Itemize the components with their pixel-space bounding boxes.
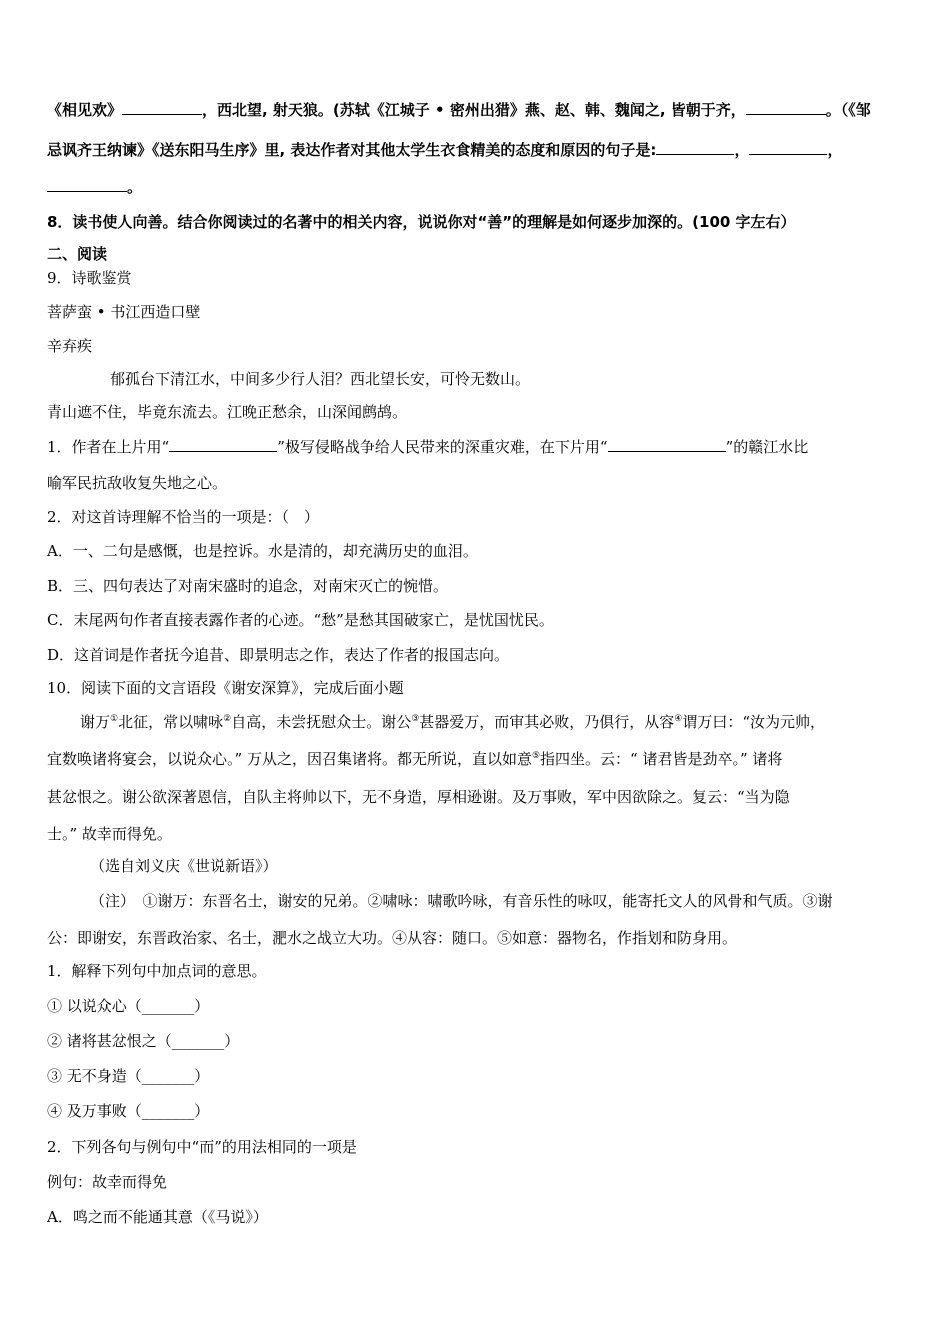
passage-text: 谓万曰：“汝为元帅，: [682, 713, 826, 731]
passage-text: 指四坐。云：“ 诸君皆是劲卒。” 诸将: [540, 750, 783, 768]
passage-text: 宜数唤诸将宴会，以说众心。” 万从之，因召集诸将。都无所说，直以如意: [47, 750, 532, 768]
answer-blank[interactable]: [749, 140, 827, 155]
footnote-mark: ⑤: [531, 751, 541, 761]
q10-heading: 10．阅读下面的文言语段《谢安深算》，完成后面小题: [47, 679, 404, 697]
q10-sub-2: 2．下列各句与例句中“而”的用法相同的一项是: [47, 1138, 357, 1156]
option-c[interactable]: C．末尾两句作者直接表露作者的心迹。“愁”是愁其国破家亡，是忧国忧民。: [47, 611, 554, 629]
passage-line-4: 士。” 故幸而得免。: [47, 825, 172, 843]
passage-text: 谢万: [80, 713, 111, 731]
example-sentence: 例句：故幸而得免: [47, 1173, 168, 1191]
q7-line-2: [47, 140, 842, 160]
answer-blank[interactable]: [656, 140, 734, 155]
q7-text: ，: [827, 141, 843, 159]
passage-source: （选自刘义庆《世说新语》）: [90, 857, 278, 875]
answer-blank[interactable]: [47, 177, 127, 192]
passage-text: 北征，常以啸咏: [118, 713, 224, 731]
q10-sub-1: 1．解释下列句中加点词的意思。: [47, 962, 267, 980]
q7-text: 。: [127, 178, 143, 196]
answer-blank[interactable]: [169, 437, 277, 452]
sub-item-2[interactable]: ② 诸将甚忿恨之（_______）: [47, 1032, 240, 1050]
q9-sub-1-line-2: 喻军民抗敌收复失地之心。: [47, 474, 228, 492]
q7-text: 《相见欢》: [47, 101, 123, 119]
q7-line-3: [47, 177, 142, 197]
option-a[interactable]: A．鸣之而不能通其意（《马说》）: [47, 1208, 268, 1226]
question-8: 8．读书使人向善。结合你阅读过的名著中的相关内容，说说你对“善”的理解是如何逐步加深的。(100 字左右）: [47, 213, 796, 231]
passage-line-2: [47, 749, 782, 769]
footnote-mark: ④: [674, 714, 683, 724]
footnote-mark: ①: [110, 714, 119, 724]
option-b[interactable]: B．三、四句表达了对南宋盛时的追念，对南宋灭亡的惋惜。: [47, 577, 449, 595]
q7-text: ，: [734, 141, 750, 159]
poem-line-1: 郁孤台下清江水，中间多少行人泪？西北望长安，可怜无数山。: [110, 370, 531, 388]
option-d[interactable]: D．这首词是作者抚今追昔、即景明志之作，表达了作者的报国志向。: [47, 646, 510, 664]
answer-blank[interactable]: [122, 100, 202, 115]
notes-line-2: 公：即谢安，东晋政治家、名士，淝水之战立大功。④从容：随口。⑤如意：器物名，作指划和防身用。: [47, 929, 738, 947]
poem-title: 菩萨蛮 • 书江西造口壁: [47, 303, 201, 321]
answer-blank[interactable]: [608, 437, 726, 452]
q7-line-1: [47, 100, 871, 120]
footnote-mark: ③: [411, 714, 420, 724]
answer-blank[interactable]: [746, 100, 826, 115]
sub-item-4[interactable]: ④ 及万事败（_______）: [47, 1102, 210, 1120]
q7-text: ，西北望, 射天狼。(苏轼《江城子 • 密州出猎》燕、赵、韩、魏闻之, 皆朝于齐，: [202, 101, 746, 119]
q9-heading: 9．诗歌鉴赏: [47, 269, 132, 287]
q9-sub-2: 2．对这首诗理解不恰当的一项是：（ ）: [47, 508, 320, 526]
sub-item-3[interactable]: ③ 无不身造（_______）: [47, 1067, 210, 1085]
passage-text: 自高，未尝抚慰众士。谢公: [231, 713, 412, 731]
q9-sub-1-text: ”的赣江水比: [725, 438, 809, 456]
q7-text: 。（《邹: [825, 101, 871, 119]
q9-sub-1-text: ”极写侵略战争给人民带来的深重灾难，在下片用“: [277, 438, 608, 456]
passage-text: 甚器爱万，而审其必败，乃俱行，从容: [419, 713, 675, 731]
section-title: 二、阅读: [47, 245, 108, 263]
passage-line-1: [80, 712, 825, 732]
q9-sub-1-text: 1．作者在上片用“: [47, 438, 170, 456]
q9-sub-1: [47, 437, 808, 457]
passage-line-3: 甚忿恨之。谢公欲深著恩信，自队主将帅以下，无不身造，厚相逊谢。及万事败，军中因欲除之。复云：“当为隐: [47, 788, 790, 806]
q7-text: 忌讽齐王纳谏》《送东阳马生序》里, 表达作者对其他太学生衣食精美的态度和原因的句子是:: [47, 141, 657, 159]
option-a[interactable]: A．一、二句是感慨，也是控诉。水是清的，却充满历史的血泪。: [47, 542, 478, 560]
sub-item-1[interactable]: ① 以说众心（_______）: [47, 997, 210, 1015]
footnote-mark: ②: [223, 714, 232, 724]
notes-line-1: （注） ①谢万：东晋名士，谢安的兄弟。②啸咏：啸歌吟咏，有音乐性的咏叹，能寄托文人的风骨和气质。③谢: [90, 892, 833, 910]
poet-name: 辛弃疾: [47, 337, 93, 355]
poem-line-2: 青山遮不住，毕竟东流去。江晚正愁余，山深闻鹧鸪。: [47, 403, 408, 421]
